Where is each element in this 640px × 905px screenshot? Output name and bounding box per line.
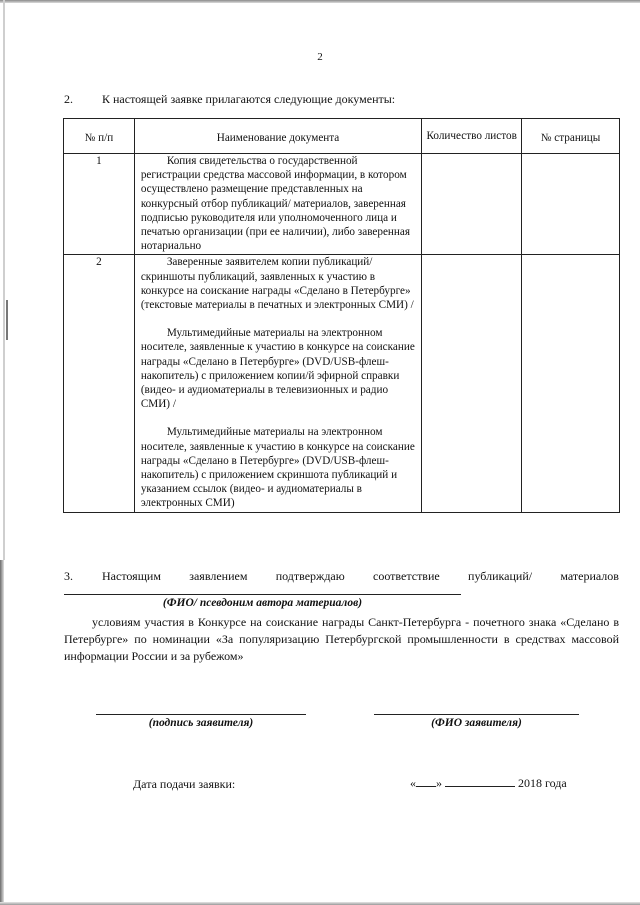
section-3-body	[64, 614, 619, 665]
section-3-word: Настоящим	[102, 569, 161, 583]
documents-table	[63, 118, 620, 513]
header-document-name: Наименование документа	[134, 119, 421, 154]
signature-line	[96, 714, 306, 715]
section-2-number: 2.	[64, 92, 73, 106]
submission-date-label: Дата подачи заявки:	[133, 777, 236, 791]
row-paragraph: Мультимедийные материалы на электронном носителе, заявленные к участию в конкурсе на соискание награды «Сделано в Петербурге» (DVD/USB-флеш-накопитель) с приложением копии/й эфирной справки (видео- и аудиоматериалы в телевизионных и радио СМИ) /	[140, 327, 415, 411]
section-2-text: К настоящей заявке прилагаются следующие документы:	[102, 92, 396, 106]
header-sheet-count: Количество листов	[422, 119, 522, 154]
row-index: 2	[64, 255, 135, 512]
page-number: 2	[317, 51, 323, 63]
section-2-heading	[64, 92, 395, 107]
signature-caption: (подпись заявителя)	[148, 717, 254, 729]
header-index: № п/п	[64, 119, 135, 154]
table-row	[64, 154, 620, 255]
row-paragraph: Копия свидетельства о государственной регистрации средства массовой информации, в котором осуществлено размещение представленных на конкурсный отбор публикаций/ материалов, заверенная подписью руководителя или уполномоченного лица и печатью организации (при ее наличии), либо заверенная нотариально	[140, 155, 411, 253]
author-caption: (ФИО/ псевдоним автора материалов)	[162, 597, 363, 609]
month-blank	[445, 774, 515, 787]
scan-left-shadow	[0, 560, 4, 905]
section-3-word: публикаций/	[468, 569, 533, 583]
table-header-row	[64, 119, 620, 154]
date-open-quote: «	[410, 776, 416, 790]
section-3-word: материалов	[560, 569, 619, 583]
scan-top-edge	[0, 0, 640, 3]
row-description	[134, 154, 421, 255]
section-3-word: соответствие	[373, 569, 440, 583]
day-blank	[416, 774, 436, 787]
row-index: 1	[64, 154, 135, 255]
date-year: 2018 года	[518, 776, 567, 790]
row-paragraph: Мультимедийные материалы на электронном носителе, заявленные к участию в конкурсе на соискание награды «Сделано в Петербурге» (DVD/USB-флеш-накопитель) с приложением скриншота публикаций и указанием ссылок (видео- и аудиоматериалы в электронных СМИ)	[140, 426, 415, 510]
row-sheets	[422, 255, 522, 512]
scan-artifact	[6, 300, 8, 340]
date-close-quote: »	[436, 776, 442, 790]
row-sheets	[422, 154, 522, 255]
section-3-number: 3.	[64, 569, 73, 583]
section-3-word: подтверждаю	[275, 569, 345, 583]
header-page-number: № страницы	[522, 119, 620, 154]
table-row	[64, 255, 620, 512]
row-description	[134, 255, 421, 512]
section-3-body-text: условиям участия в Конкурсе на соискание награды Санкт-Петербурга - почетного знака «Сделано в Петербурге» по номинации «За популяризацию Петербургской промышленности в средствах массовой информации России и за рубежом»	[64, 615, 619, 663]
applicant-name-caption: (ФИО заявителя)	[431, 717, 522, 729]
submission-date-field	[410, 774, 567, 791]
author-name-line	[64, 594, 461, 595]
row-pages	[522, 255, 620, 512]
applicant-name-line	[374, 714, 579, 715]
row-pages	[522, 154, 620, 255]
section-3-first-line	[64, 569, 619, 584]
section-3-word: заявлением	[189, 569, 248, 583]
row-paragraph: Заверенные заявителем копии публикаций/скриншоты публикаций, заявленных к участию в конкурсе на соискание награды «Сделано в Петербурге» (текстовые материалы в печатных и электронных СМИ) /	[140, 256, 414, 312]
scan-left-edge	[3, 0, 5, 560]
